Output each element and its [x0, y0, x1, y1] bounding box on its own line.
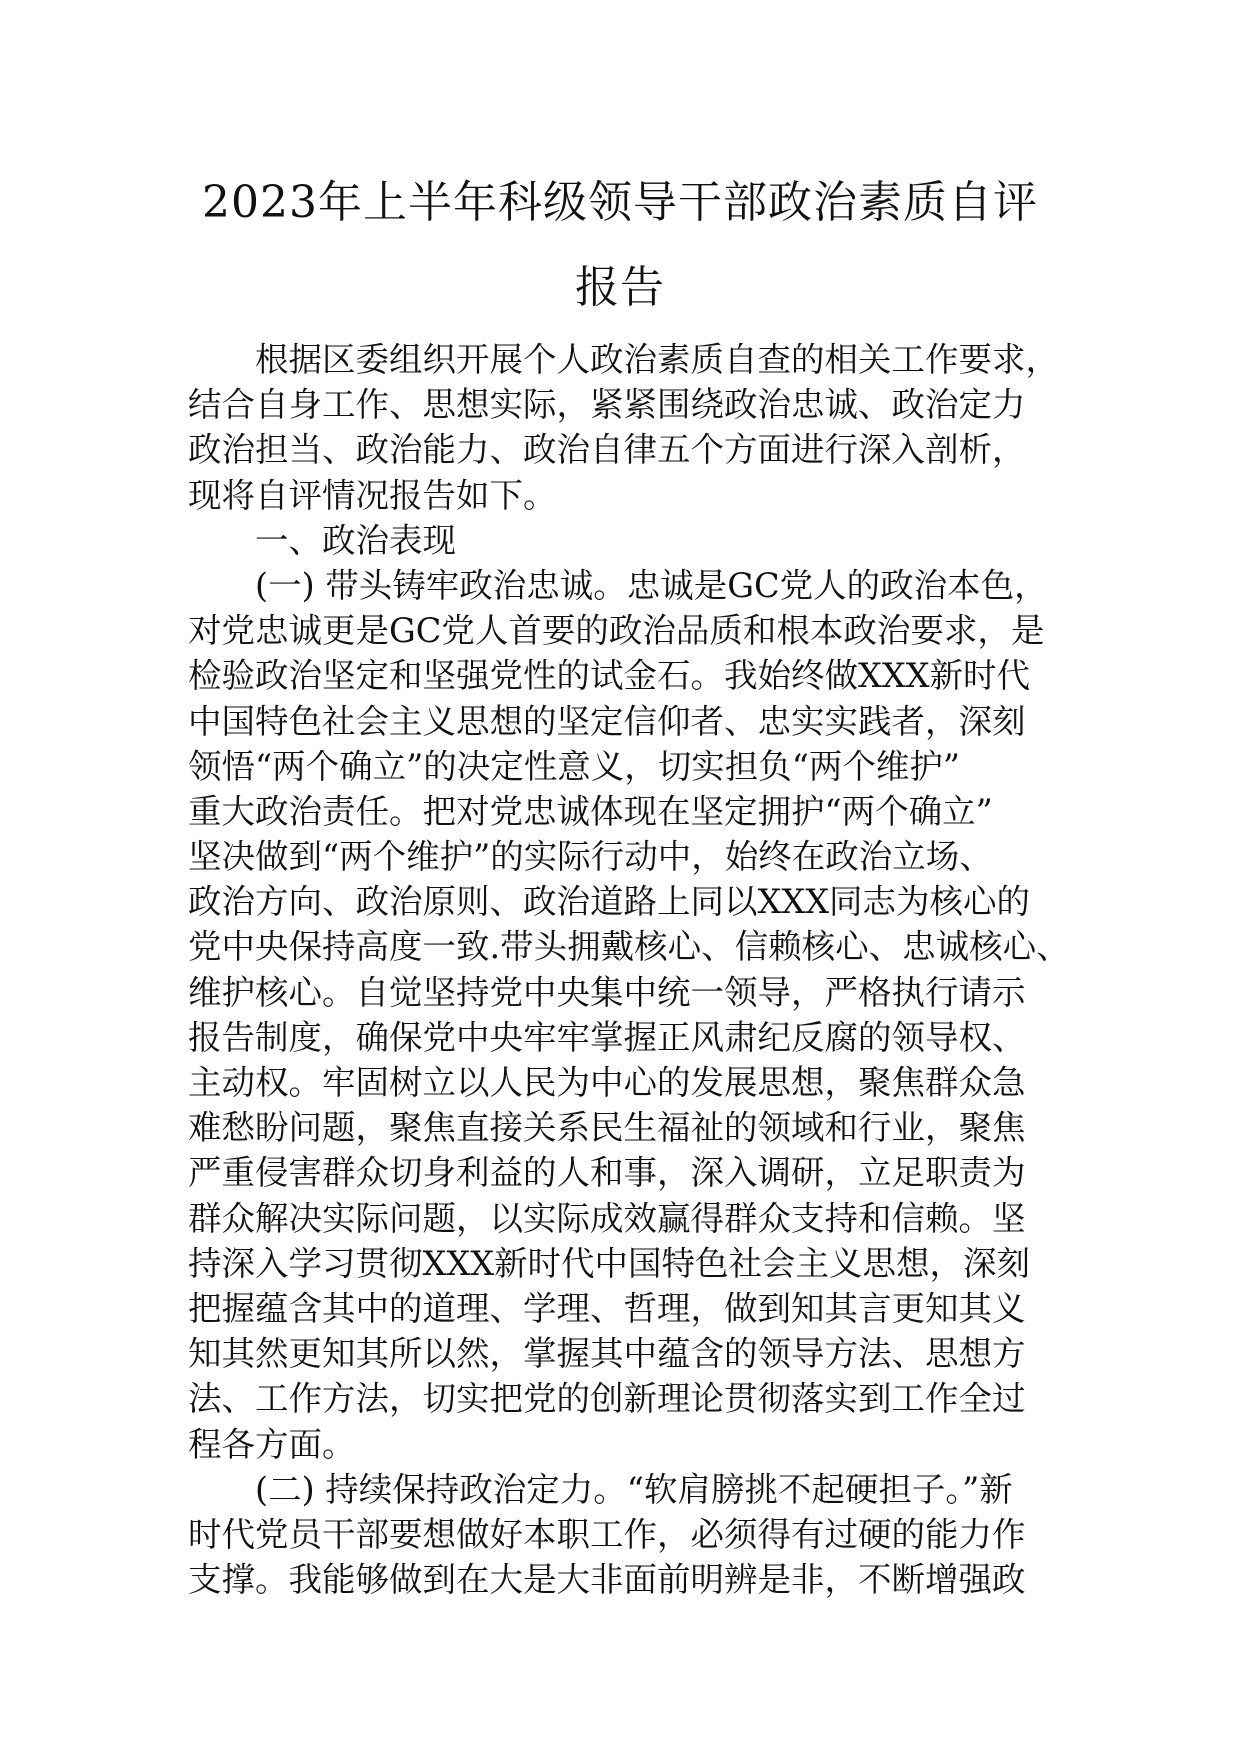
- document-body: [188, 337, 1070, 1602]
- body-line: 一、政治表现: [255, 520, 456, 560]
- body-line: (二) 持续保持政治定力。“软肩膀挑不起硬担子。”新: [255, 1469, 1013, 1509]
- body-line: 党中央保持高度一致.带头拥戴核心、信赖核心、忠诚核心、: [188, 927, 1070, 967]
- body-line: 重大政治责任。把对党忠诚体现在坚定拥护“两个确立”: [188, 791, 993, 831]
- document-title: 2023年上半年科级领导干部政治素质自评: [202, 177, 1038, 228]
- body-line: 支撑。我能够做到在大是大非面前明辨是非，不断增强政: [188, 1560, 1026, 1600]
- body-line: 中国特色社会主义思想的坚定信仰者、忠实实践者，深刻: [188, 701, 1026, 741]
- body-line: 程各方面。: [188, 1424, 356, 1464]
- body-line: 持深入学习贯彻XXX新时代中国特色社会主义思想，深刻: [188, 1243, 1031, 1283]
- body-line: 坚决做到“两个维护”的实际行动中，始终在政治立场、: [188, 837, 993, 877]
- body-line: 结合自身工作、思想实际，紧紧围绕政治忠诚、政治定力: [188, 385, 1026, 425]
- body-line: 对党忠诚更是GC党人首要的政治品质和根本政治要求，是: [188, 611, 1045, 651]
- body-line: 法、工作方法，切实把党的创新理论贯彻落实到工作全过: [188, 1379, 1026, 1419]
- document-title-continued: 报告: [575, 262, 665, 313]
- body-line: 维护核心。自觉坚持党中央集中统一领导，严格执行请示: [188, 972, 1026, 1012]
- body-line: 时代党员干部要想做好本职工作，必须得有过硬的能力作: [188, 1514, 1026, 1554]
- body-line: 检验政治坚定和坚强党性的试金石。我始终做XXX新时代: [188, 656, 1031, 696]
- body-line: 政治方向、政治原则、政治道路上同以XXX同志为核心的: [188, 882, 1031, 922]
- body-line: 严重侵害群众切身利益的人和事，深入调研，立足职责为: [188, 1153, 1026, 1193]
- body-line: 领悟“两个确立”的决定性意义，切实担负“两个维护”: [188, 746, 961, 786]
- body-line: 根据区委组织开展个人政治素质自查的相关工作要求，: [255, 340, 1059, 379]
- body-line: 难愁盼问题，聚焦直接关系民生福祉的领域和行业，聚焦: [188, 1108, 1026, 1148]
- body-line: 群众解决实际问题，以实际成效赢得群众支持和信赖。坚: [188, 1198, 1026, 1238]
- body-line: 现将自评情况报告如下。: [188, 475, 557, 515]
- body-line: 主动权。牢固树立以人民为中心的发展思想，聚焦群众急: [188, 1063, 1026, 1102]
- body-line: 知其然更知其所以然，掌握其中蕴含的领导方法、思想方: [188, 1334, 1026, 1374]
- body-line: 报告制度，确保党中央牢牢掌握正风肃纪反腐的领导权、: [188, 1017, 1026, 1057]
- body-line: 把握蕴含其中的道理、学理、哲理，做到知其言更知其义: [188, 1288, 1026, 1328]
- body-line: (一) 带头铸牢政治忠诚。忠诚是GC党人的政治本色，: [255, 565, 1048, 605]
- body-line: 政治担当、政治能力、政治自律五个方面进行深入剖析，: [188, 430, 1026, 470]
